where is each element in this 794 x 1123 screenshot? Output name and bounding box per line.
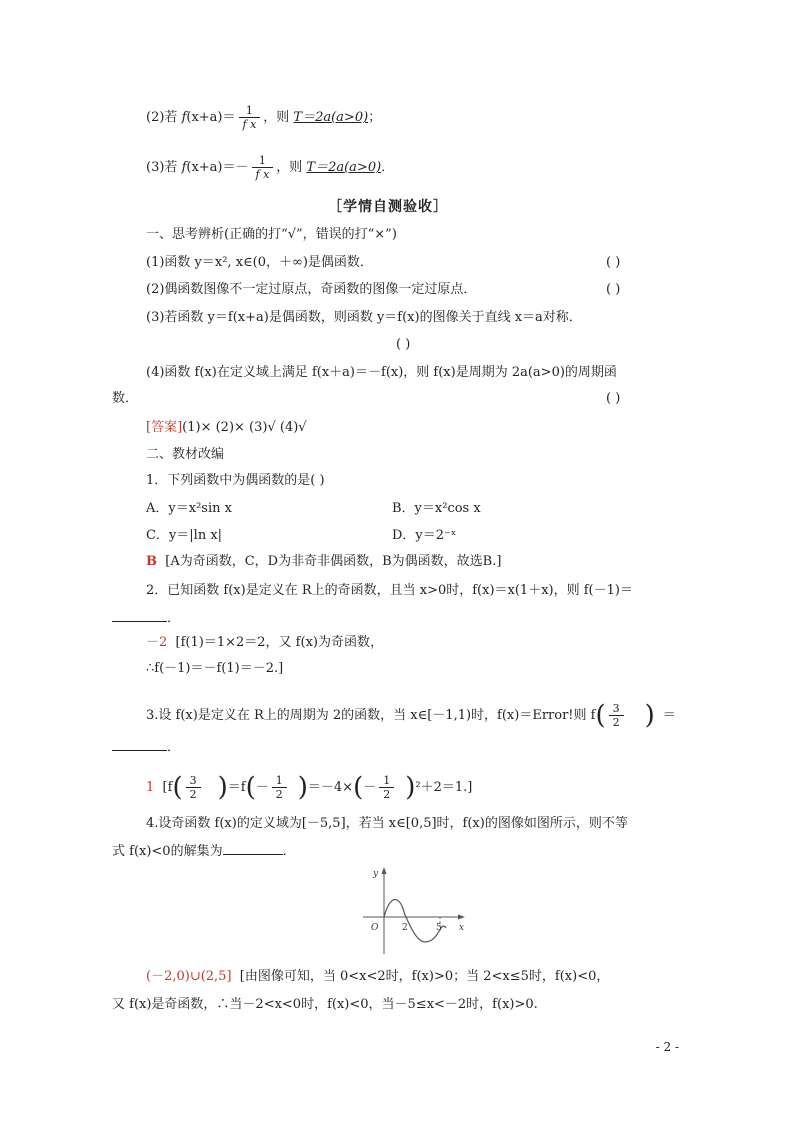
exercise-1-solution: B [A为奇函数，C，D为非奇非偶函数，B为偶函数，故选B.] bbox=[146, 554, 502, 569]
fraction: $\frac{1}{\text{f x}}$ bbox=[252, 154, 274, 181]
exercise-3-solution: 1 [f( $\frac{3}{2}$ )＝f(－ $\frac{1}{2}$ )＝－4×(－ $\frac{1}{2}$ )²＋2＝1.] bbox=[146, 772, 473, 803]
exercise-2-line-1: 2．已知函数 f(x)是定义在 R上的奇函数，且当 x>0时，f(x)＝x(1＋x)，则 f(－1)＝ bbox=[146, 583, 633, 598]
part2-title: 二、教材改编 bbox=[146, 447, 225, 462]
option-d: D．y＝2⁻ˣ bbox=[392, 528, 457, 543]
answer-blank bbox=[112, 609, 167, 622]
section-title: ［学情自测验收］ bbox=[328, 199, 448, 215]
x-axis-arrow bbox=[458, 915, 465, 920]
option-c: C．y＝|ln x| bbox=[146, 528, 223, 543]
question-4-line-1: (4)函数 f(x)在定义域上满足 f(x＋a)＝－f(x)，则 f(x)是周期为 2a(a>0)的周期函 bbox=[146, 365, 617, 380]
answer-paren: ( ) bbox=[606, 282, 621, 297]
exercise-2-line-2: ． bbox=[112, 609, 180, 628]
answer-line bbox=[146, 419, 307, 437]
question-2: (2)偶函数图像不一定过原点，奇函数的图像一定过原点． bbox=[146, 282, 477, 297]
option-a: A．y＝x²sin x bbox=[146, 501, 232, 516]
exercise-4-line-2: 式 f(x)<0的解集为 ． bbox=[112, 844, 296, 859]
tick-5: 5 bbox=[436, 923, 442, 933]
y-axis-arrow bbox=[382, 867, 387, 874]
fraction: $\frac{1}{\text{f x}}$ bbox=[239, 104, 261, 131]
exercise-2-solution-1: －2 [f(1)＝1×2＝2，又 f(x)为奇函数， bbox=[146, 635, 383, 650]
answer-blank bbox=[223, 842, 283, 855]
answer-paren: ( ) bbox=[396, 337, 411, 352]
exercise-4-solution-2: 又 f(x)是奇函数，∴当－2<x<0时，f(x)<0，当－5≤x<－2时，f(x)>0. bbox=[112, 997, 538, 1012]
tick-2: 2 bbox=[402, 923, 408, 933]
y-label: y bbox=[373, 869, 379, 879]
answer-blank bbox=[112, 738, 167, 751]
exercise-2-solution-2: ∴f(－1)＝－f(1)＝－2.] bbox=[146, 661, 284, 676]
answer-paren: ( ) bbox=[606, 255, 621, 270]
exercise-4-line-1: 4.设奇函数 f(x)的定义域为[－5,5]，若当 x∈[0,5]时，f(x)的图像如图所示，则不等 bbox=[146, 816, 628, 831]
question-3: (3)若函数 y＝f(x+a)是偶函数，则函数 y＝f(x)的图像关于直线 x＝a对称． bbox=[146, 310, 582, 325]
property-line-2: (2)若 f(x+a)＝ $\frac{1}{\text{f x}}$ ，则 T＝2a(a>0)； bbox=[146, 104, 382, 131]
x-label: x bbox=[459, 923, 465, 933]
property-line-3: (3)若 f(x+a)＝－ $\frac{1}{\text{f x}}$ ，则 T＝2a(a>0)． bbox=[146, 154, 395, 181]
page-number: - 2 - bbox=[655, 1040, 679, 1054]
answer-text: (1)× (2)× (3)√ (4)√ bbox=[182, 420, 307, 435]
function-curve bbox=[384, 900, 446, 942]
question-1: (1)函数 y＝x², x∈(0，＋∞)是偶函数． bbox=[146, 255, 373, 270]
function-graph bbox=[355, 862, 475, 960]
exercise-4-solution-1: (－2,0)∪(2,5] [由图像可知，当 0<x<2时，f(x)>0；当 2<x≤5时，f(x)<0， bbox=[146, 969, 610, 984]
answer-paren: ( ) bbox=[606, 391, 621, 406]
question-4-line-2: 数． bbox=[112, 391, 139, 406]
origin-label: O bbox=[371, 923, 379, 933]
part1-title: 一、思考辨析(正确的打“√”，错误的打“×”) bbox=[146, 227, 397, 242]
option-b: B．y＝x²cos x bbox=[392, 501, 481, 516]
answer-label: [答案] bbox=[146, 420, 183, 435]
exercise-1: 1．下列函数中为偶函数的是( ) bbox=[146, 473, 325, 488]
exercise-3-line-1: 3.设 f(x)是定义在 R上的周期为 2的函数，当 x∈[－1,1)时，f(x)＝Error!则 f( $\frac{3}{2}$ ) ＝ bbox=[146, 700, 676, 731]
exercise-3-line-2: ． bbox=[112, 738, 180, 757]
